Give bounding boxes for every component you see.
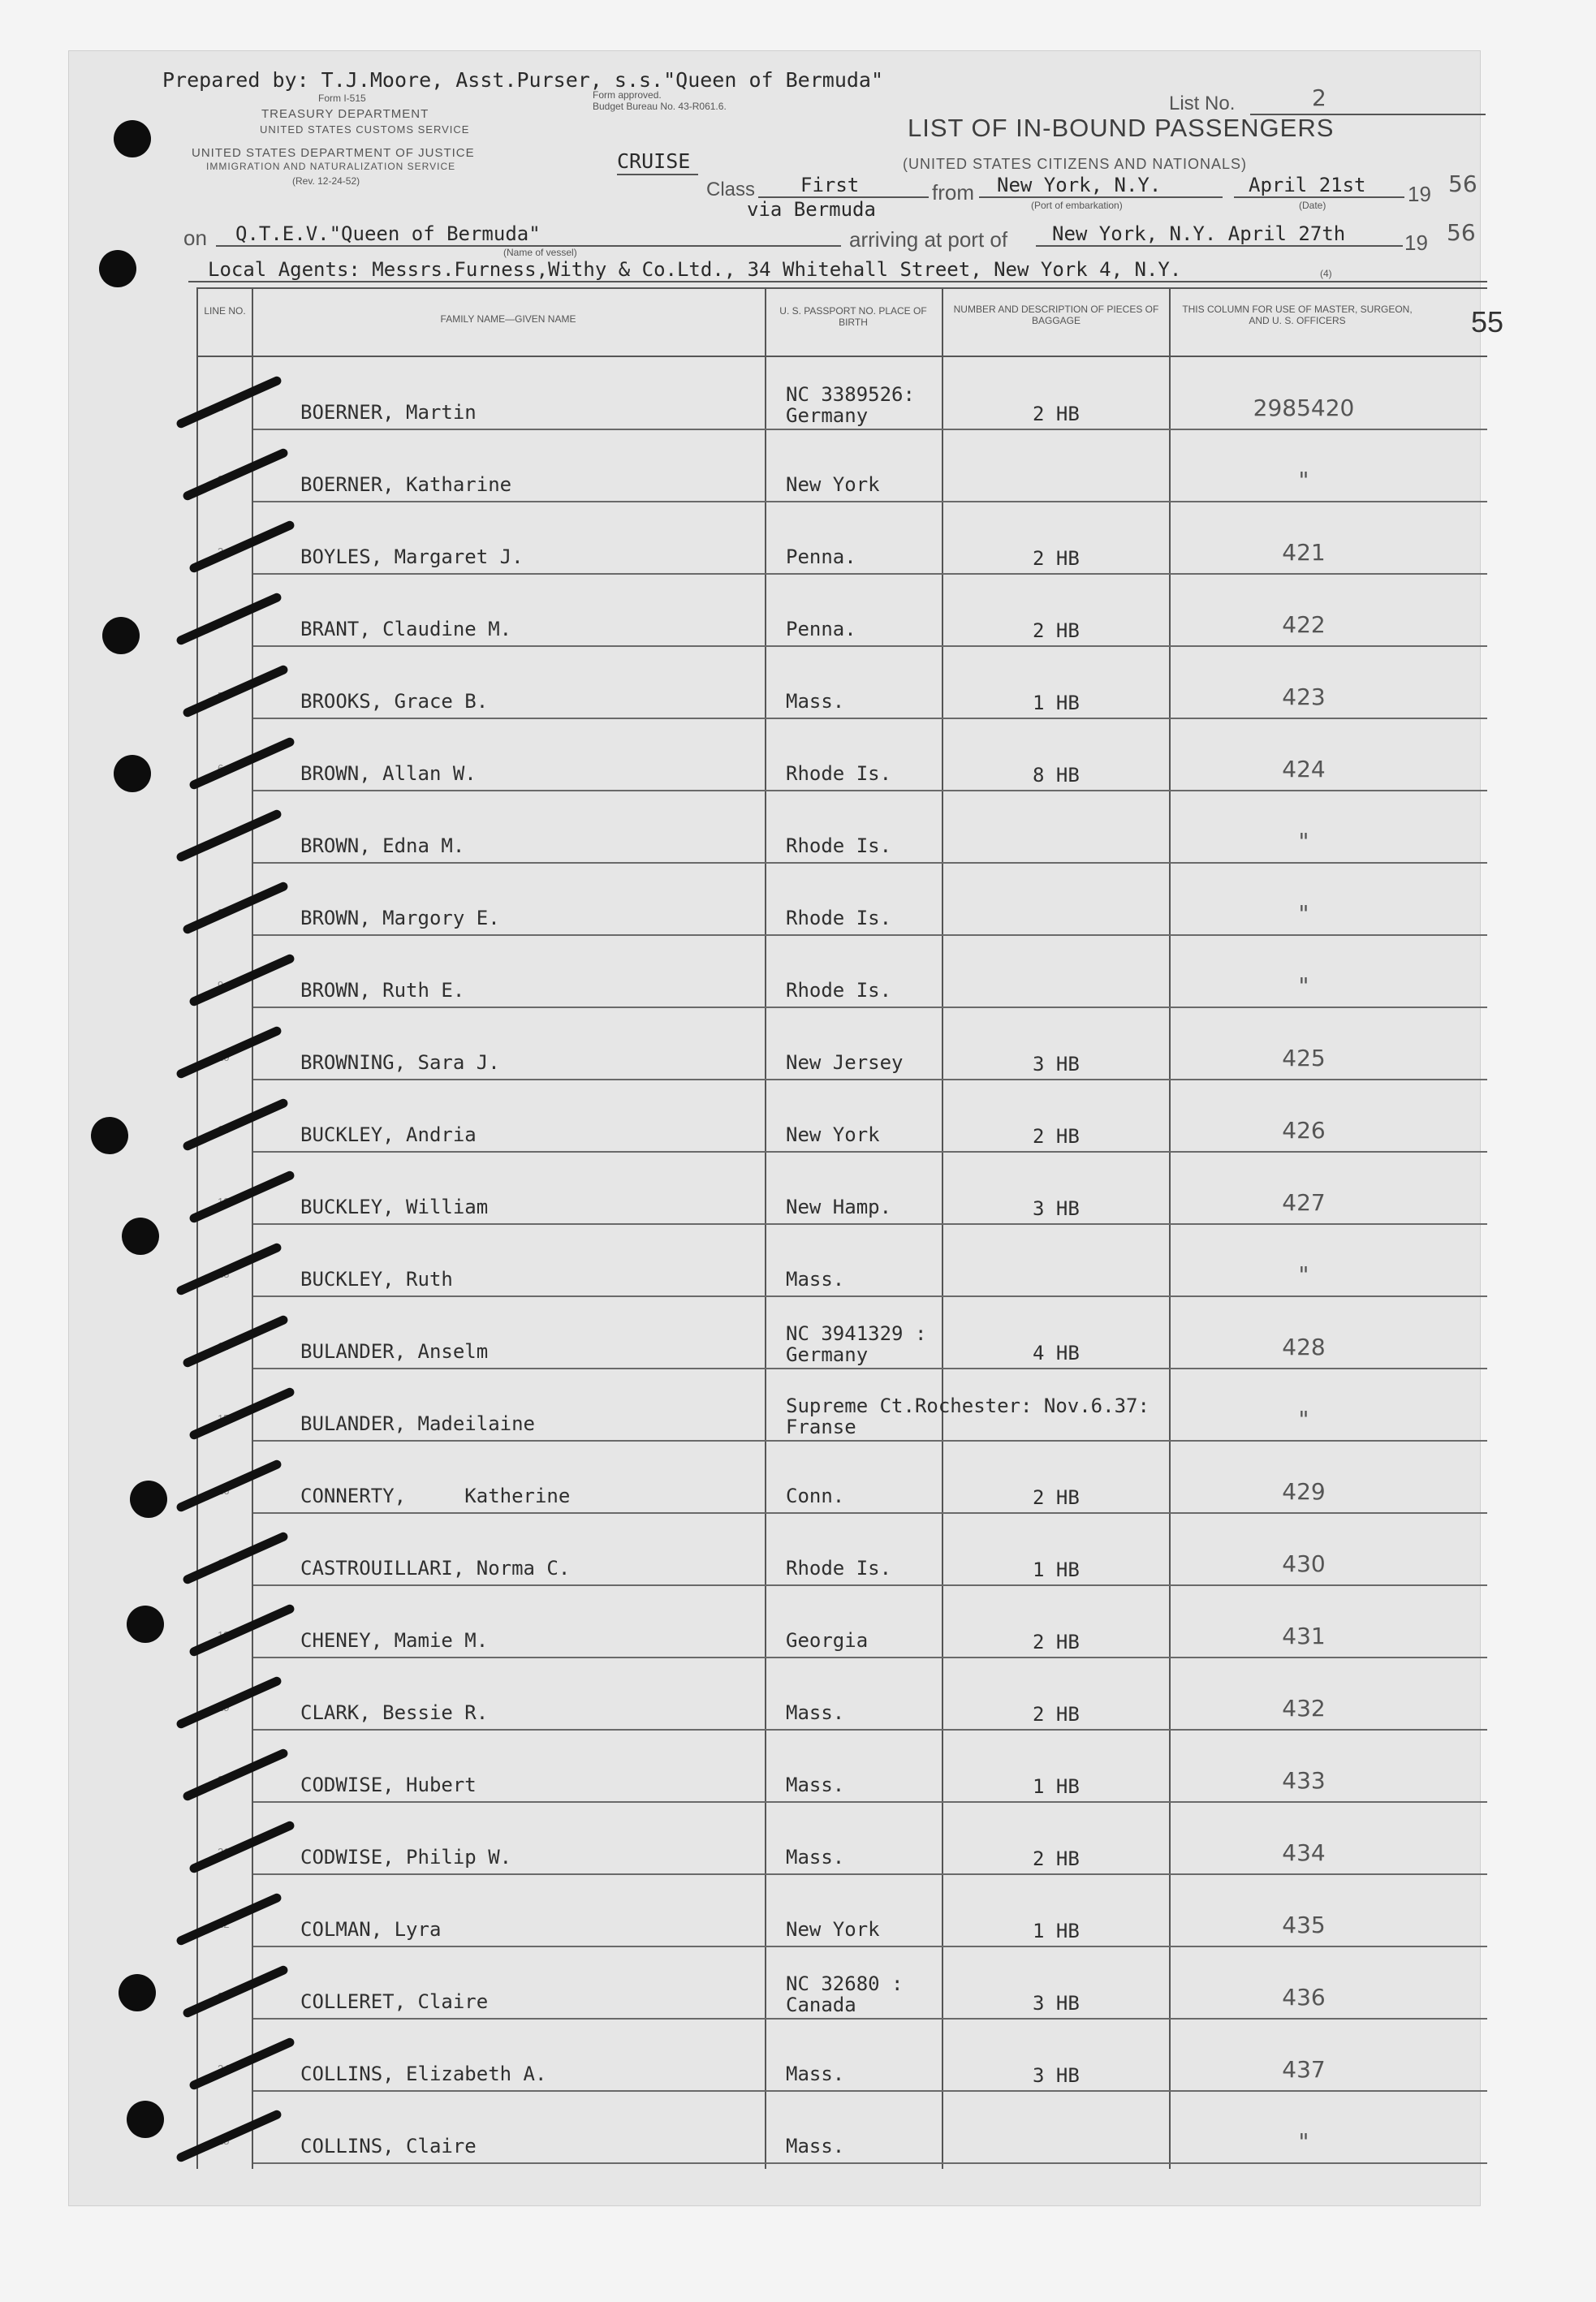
officer-number: 435 xyxy=(1282,1912,1326,1938)
date-underline xyxy=(1234,196,1404,198)
row-rule xyxy=(253,501,1487,502)
arriving-value: New York, N.Y. April 27th xyxy=(1052,222,1346,245)
form-approved: Form approved. xyxy=(593,89,662,101)
binder-hole xyxy=(114,755,151,792)
row-rule xyxy=(253,934,1487,936)
birthplace: Mass. xyxy=(786,1774,845,1796)
row-rule xyxy=(253,1079,1487,1080)
class-label: Class xyxy=(706,179,756,200)
baggage-count: 2 HB xyxy=(1033,1486,1080,1509)
officer-number: " xyxy=(1298,972,1309,999)
revision-date: (Rev. 12-24-52) xyxy=(292,175,360,187)
birthplace: Penna. xyxy=(786,545,856,568)
row-rule xyxy=(253,1007,1487,1008)
baggage-count: 3 HB xyxy=(1033,2064,1080,2087)
officer-number: 425 xyxy=(1282,1045,1326,1071)
port-caption: (Port of embarkation) xyxy=(1031,200,1123,211)
officer-number: 421 xyxy=(1282,539,1326,566)
officer-number: " xyxy=(1298,828,1309,855)
passenger-name: CASTROUILLARI, Norma C. xyxy=(300,1557,571,1580)
birthplace: New York xyxy=(786,473,880,496)
table-top-border xyxy=(196,287,1487,289)
binder-hole xyxy=(114,120,151,157)
officer-number: 430 xyxy=(1282,1550,1326,1577)
form-subtitle: (UNITED STATES CITIZENS AND NATIONALS) xyxy=(903,156,1248,172)
line-no-divider xyxy=(252,287,253,2169)
passenger-name: COLLERET, Claire xyxy=(300,1990,489,2013)
year-suffix: 56 xyxy=(1448,170,1477,197)
baggage-count: 2 HB xyxy=(1033,619,1080,642)
baggage-count: 8 HB xyxy=(1033,764,1080,787)
officer-number: " xyxy=(1298,1261,1309,1288)
binder-hole xyxy=(130,1481,167,1518)
baggage-count: 2 HB xyxy=(1033,1125,1080,1148)
binder-hole xyxy=(127,2101,164,2138)
row-rule xyxy=(253,1223,1487,1225)
passenger-name: BROOKS, Grace B. xyxy=(300,690,489,713)
birthplace: Mass. xyxy=(786,690,845,713)
page-number: 55 xyxy=(1471,305,1504,338)
row-rule xyxy=(253,1151,1487,1153)
birthplace: Rhode Is. xyxy=(786,979,892,1002)
officer-number: 2985420 xyxy=(1253,394,1355,421)
birthplace: Mass. xyxy=(786,2063,845,2085)
officer-number: 431 xyxy=(1282,1623,1326,1649)
officer-number: 437 xyxy=(1282,2056,1326,2083)
passenger-name: BROWN, Edna M. xyxy=(300,834,465,857)
passenger-name: BROWN, Ruth E. xyxy=(300,979,465,1002)
row-rule xyxy=(253,2090,1487,2092)
passenger-name: BULANDER, Anselm xyxy=(300,1340,489,1363)
agents-underline xyxy=(188,281,1487,282)
row-rule xyxy=(253,1801,1487,1803)
officer-number: " xyxy=(1298,467,1309,494)
row-rule xyxy=(253,1584,1487,1586)
passenger-name: CODWISE, Philip W. xyxy=(300,1846,512,1869)
binder-hole xyxy=(119,1974,156,2011)
passenger-name: BROWN, Margory E. xyxy=(300,907,500,929)
birthplace: Rhode Is. xyxy=(786,834,892,857)
birthplace: Penna. xyxy=(786,618,856,640)
passenger-name: BUCKLEY, Ruth xyxy=(300,1268,453,1291)
passenger-name: CODWISE, Hubert xyxy=(300,1774,477,1796)
binder-hole xyxy=(91,1117,128,1154)
officer-number: 424 xyxy=(1282,756,1326,782)
passenger-name: CHENEY, Mamie M. xyxy=(300,1629,489,1652)
baggage-count: 1 HB xyxy=(1033,692,1080,714)
birthplace: Mass. xyxy=(786,1701,845,1724)
column-header-name: FAMILY NAME—GIVEN NAME xyxy=(440,313,576,325)
passenger-name: BOYLES, Margaret J. xyxy=(300,545,524,568)
passenger-name: BOERNER, Katharine xyxy=(300,473,512,496)
binder-hole xyxy=(99,250,136,287)
officer-number: " xyxy=(1298,900,1309,927)
baggage-count: 1 HB xyxy=(1033,1920,1080,1942)
binder-hole xyxy=(127,1606,164,1643)
row-rule xyxy=(253,1657,1487,1658)
department-of-justice: UNITED STATES DEPARTMENT OF JUSTICE xyxy=(192,146,475,160)
officer-number: 433 xyxy=(1282,1767,1326,1794)
row-rule xyxy=(253,1368,1487,1369)
birthplace: New Jersey xyxy=(786,1051,904,1074)
binder-hole xyxy=(102,617,140,654)
baggage-count: 4 HB xyxy=(1033,1342,1080,1364)
row-rule xyxy=(253,1512,1487,1514)
from-label: from xyxy=(932,180,974,205)
arriving-underline xyxy=(1036,245,1403,247)
row-rule xyxy=(253,2018,1487,2020)
row-rule xyxy=(253,2162,1487,2164)
passenger-name: COLLINS, Claire xyxy=(300,2135,477,2158)
officer-number: " xyxy=(1298,1406,1309,1433)
row-rule xyxy=(253,1295,1487,1297)
form-title: LIST OF IN-BOUND PASSENGERS xyxy=(908,114,1335,142)
baggage-divider xyxy=(1169,287,1171,2169)
column-header-passport: U. S. PASSPORT NO. PLACE OF BIRTH xyxy=(779,305,927,328)
passenger-name: BULANDER, Madeilaine xyxy=(300,1412,535,1435)
passenger-name: BRANT, Claudine M. xyxy=(300,618,512,640)
vessel-name: Q.T.E.V."Queen of Bermuda" xyxy=(235,222,541,245)
officer-number: 423 xyxy=(1282,683,1326,710)
row-rule xyxy=(253,862,1487,864)
row-rule xyxy=(253,429,1487,430)
birthplace: Canada xyxy=(786,1994,856,2016)
officer-number: 429 xyxy=(1282,1478,1326,1505)
officer-number: 432 xyxy=(1282,1695,1326,1722)
birthplace: Germany xyxy=(786,404,869,427)
passport-or-birthplace: NC 3941329 : xyxy=(786,1322,927,1345)
passenger-name: BROWN, Allan W. xyxy=(300,762,477,785)
birthplace: Rhode Is. xyxy=(786,762,892,785)
agents-note: (4) xyxy=(1320,268,1332,279)
passenger-name: BUCKLEY, William xyxy=(300,1196,489,1218)
treasury-department: TREASURY DEPARTMENT xyxy=(261,107,429,121)
passenger-name: BOERNER, Martin xyxy=(300,401,477,424)
officer-number: " xyxy=(1298,2128,1309,2155)
immigration-service: IMMIGRATION AND NATURALIZATION SERVICE xyxy=(206,161,456,172)
baggage-count: 3 HB xyxy=(1033,1992,1080,2015)
list-no-value: 2 xyxy=(1312,84,1326,111)
officer-number: 422 xyxy=(1282,611,1326,638)
birthplace: Conn. xyxy=(786,1485,845,1507)
cruise-underline xyxy=(617,174,698,175)
officer-number: 427 xyxy=(1282,1189,1326,1216)
list-no-label: List No. xyxy=(1169,93,1236,114)
row-rule xyxy=(253,1873,1487,1875)
officer-number: 428 xyxy=(1282,1334,1326,1360)
arriving-year-prefix: 19 xyxy=(1404,231,1428,255)
birthplace: Rhode Is. xyxy=(786,1557,892,1580)
birthplace: Rhode Is. xyxy=(786,907,892,929)
table-header-bottom xyxy=(196,356,1487,357)
arriving-label: arriving at port of xyxy=(849,227,1008,252)
form-number: Form I-515 xyxy=(318,93,366,104)
baggage-count: 1 HB xyxy=(1033,1558,1080,1581)
passenger-name: CLARK, Bessie R. xyxy=(300,1701,489,1724)
baggage-count: 2 HB xyxy=(1033,547,1080,570)
year-prefix: 19 xyxy=(1408,182,1431,206)
birthplace: Georgia xyxy=(786,1629,869,1652)
column-header-baggage: NUMBER AND DESCRIPTION OF PIECES OF BAGGAGE xyxy=(953,304,1159,326)
row-rule xyxy=(253,718,1487,719)
birthplace: Mass. xyxy=(786,2135,845,2158)
arriving-year-suffix: 56 xyxy=(1447,219,1476,246)
column-header-officers: THIS COLUMN FOR USE OF MASTER, SURGEON, AND U. S. OFFICERS xyxy=(1182,304,1413,326)
passenger-name: COLLINS, Elizabeth A. xyxy=(300,2063,547,2085)
birthplace: New Hamp. xyxy=(786,1196,892,1218)
binder-hole xyxy=(122,1218,159,1255)
class-value: First xyxy=(800,174,860,196)
via-bermuda: via Bermuda xyxy=(747,198,876,221)
row-rule xyxy=(253,1946,1487,1947)
passport-or-birthplace: NC 32680 : xyxy=(786,1972,904,1995)
passport-divider xyxy=(942,287,943,2169)
prepared-by-line: Prepared by: T.J.Moore, Asst.Purser, s.s."Queen of Bermuda" xyxy=(162,68,884,92)
baggage-count: 3 HB xyxy=(1033,1197,1080,1220)
on-label: on xyxy=(183,226,207,250)
customs-service: UNITED STATES CUSTOMS SERVICE xyxy=(260,123,470,136)
local-agents: Local Agents: Messrs.Furness,Withy & Co.Ltd., 34 Whitehall Street, New York 4, N.Y. xyxy=(208,258,1182,281)
birthplace: Germany xyxy=(786,1343,869,1366)
baggage-count: 3 HB xyxy=(1033,1053,1080,1076)
passport-or-birthplace: NC 3389526: xyxy=(786,383,915,406)
cruise-label: CRUISE xyxy=(617,149,691,173)
birthplace: New York xyxy=(786,1123,880,1146)
row-rule xyxy=(253,573,1487,575)
row-rule xyxy=(253,1729,1487,1731)
column-header-line-no: LINE NO. xyxy=(204,305,246,317)
passenger-name: BROWNING, Sara J. xyxy=(300,1051,500,1074)
officer-number: 426 xyxy=(1282,1117,1326,1144)
from-underline xyxy=(979,196,1223,198)
budget-bureau: Budget Bureau No. 43-R061.6. xyxy=(593,101,727,112)
from-value: New York, N.Y. xyxy=(997,174,1162,196)
vessel-caption: (Name of vessel) xyxy=(503,247,577,258)
date-caption: (Date) xyxy=(1299,200,1326,211)
name-divider xyxy=(765,287,766,2169)
baggage-count: 2 HB xyxy=(1033,1631,1080,1653)
passenger-name: BUCKLEY, Andria xyxy=(300,1123,477,1146)
birthplace: Mass. xyxy=(786,1846,845,1869)
baggage-count: 2 HB xyxy=(1033,403,1080,425)
departure-date: April 21st xyxy=(1249,174,1366,196)
row-rule xyxy=(253,645,1487,647)
officer-number: 434 xyxy=(1282,1839,1326,1866)
passenger-name: COLMAN, Lyra xyxy=(300,1918,442,1941)
row-rule xyxy=(253,790,1487,791)
birthplace: New York xyxy=(786,1918,880,1941)
passport-or-birthplace: Supreme Ct.Rochester: Nov.6.37: xyxy=(786,1395,1150,1417)
birthplace: Mass. xyxy=(786,1268,845,1291)
birthplace: Franse xyxy=(786,1416,856,1438)
passenger-name: CONNERTY, Katherine xyxy=(300,1485,571,1507)
baggage-count: 2 HB xyxy=(1033,1703,1080,1726)
row-rule xyxy=(253,1440,1487,1442)
baggage-count: 1 HB xyxy=(1033,1775,1080,1798)
officer-number: 436 xyxy=(1282,1984,1326,2011)
baggage-count: 2 HB xyxy=(1033,1847,1080,1870)
